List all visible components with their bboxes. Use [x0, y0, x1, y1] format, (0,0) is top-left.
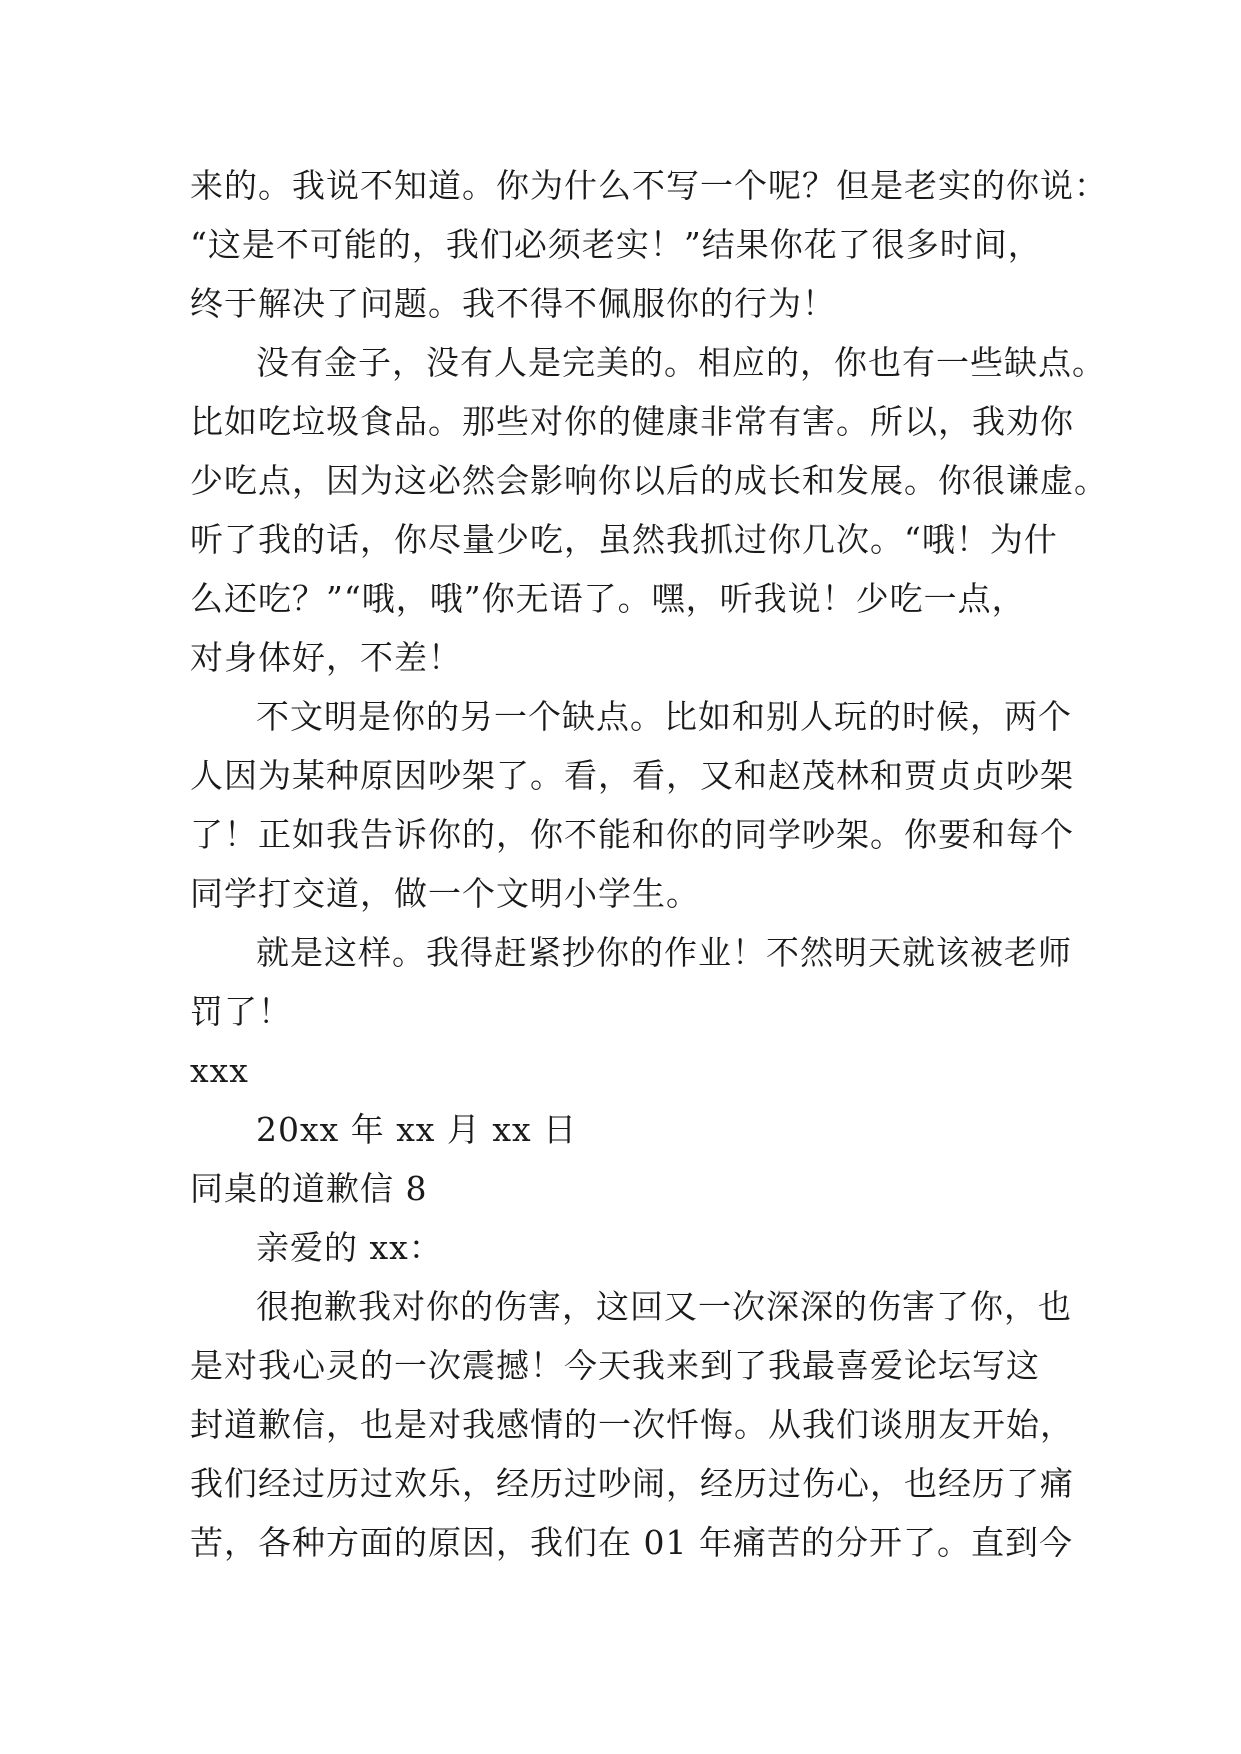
paragraph-closing [190, 923, 1072, 1041]
text-line: 来的。我说不知道。你为什么不写一个呢？但是老实的你说： [190, 166, 1108, 205]
salutation-text: 亲爱的 xx： [256, 1228, 443, 1267]
letter-date [190, 1100, 1060, 1159]
text-line: 少吃点，因为这必然会影响你以后的成长和发展。你很谦虚。 [190, 461, 1108, 500]
text-line: 就是这样。我得赶紧抄你的作业！不然明天就该被老师 [256, 933, 1072, 972]
text-line: 同学打交道，做一个文明小学生。 [190, 874, 700, 913]
title-text: 同桌的道歉信 8 [190, 1169, 428, 1208]
text-line: 了！正如我告诉你的，你不能和你的同学吵架。你要和每个 [190, 815, 1074, 854]
signature [190, 1041, 1060, 1100]
paragraph-apology-body [190, 1277, 1074, 1572]
text-line: 人因为某种原因吵架了。看，看，又和赵茂林和贾贞贞吵架 [190, 756, 1074, 795]
salutation [190, 1218, 1060, 1277]
text-line: 听了我的话，你尽量少吃，虽然我抓过你几次。“哦！为什 [190, 520, 1058, 559]
paragraph-shortcoming-civility [190, 687, 1074, 923]
text-line: 么还吃？”“哦，哦”你无语了。嘿，听我说！少吃一点， [190, 579, 1026, 618]
signature-text: xxx [190, 1051, 249, 1090]
letter-title [190, 1159, 1060, 1218]
text-line: 比如吃垃圾食品。那些对你的健康非常有害。所以，我劝你 [190, 402, 1074, 441]
text-line: 罚了！ [190, 992, 292, 1031]
text-line: 我们经过历过欢乐，经历过吵闹，经历过伤心，也经历了痛 [190, 1464, 1074, 1503]
text-line: “这是不可能的，我们必须老实！”结果你花了很多时间， [190, 225, 1042, 264]
text-line: 封道歉信，也是对我感情的一次忏悔。从我们谈朋友开始， [190, 1405, 1074, 1444]
text-line: 没有金子，没有人是完美的。相应的，你也有一些缺点。 [256, 343, 1106, 382]
text-line: 终于解决了问题。我不得不佩服你的行为！ [190, 284, 836, 323]
text-line: 对身体好，不差！ [190, 638, 462, 677]
date-text: 20xx 年 xx 月 xx 日 [256, 1110, 578, 1149]
text-line: 很抱歉我对你的伤害，这回又一次深深的伤害了你，也 [256, 1287, 1072, 1326]
text-line: 是对我心灵的一次震撼！今天我来到了我最喜爱论坛写这 [190, 1346, 1040, 1385]
text-line: 苦，各种方面的原因，我们在 01 年痛苦的分开了。直到今 [190, 1523, 1073, 1562]
paragraph-shortcoming-food [190, 333, 1108, 687]
paragraph-continuation [190, 156, 1108, 333]
document-body [190, 156, 1108, 1572]
text-line: 不文明是你的另一个缺点。比如和别人玩的时候，两个 [256, 697, 1072, 736]
